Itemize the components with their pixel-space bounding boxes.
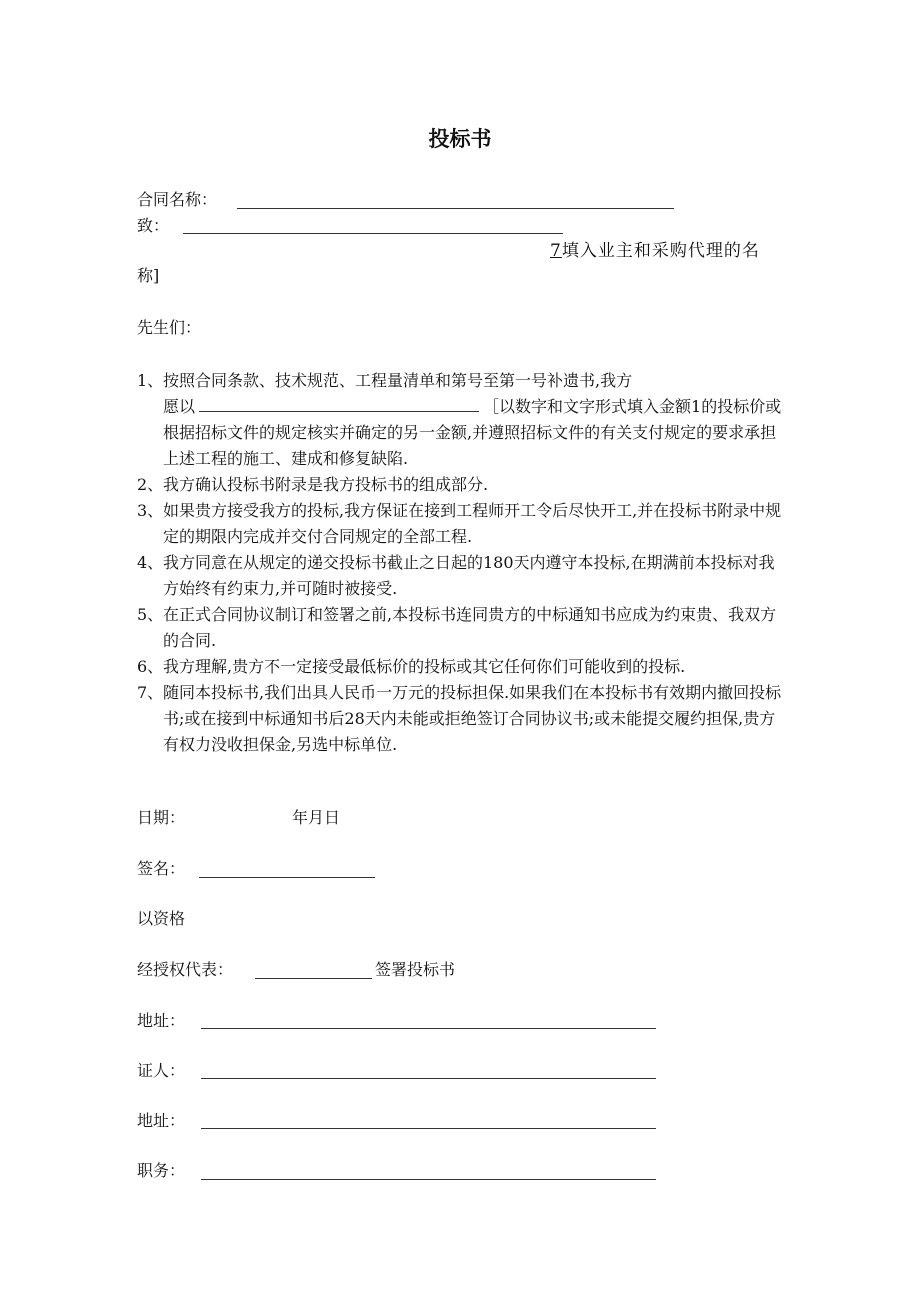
contract-name-label: 合同名称： — [137, 190, 218, 209]
signature-line — [199, 877, 375, 878]
position-label: 职务： — [137, 1161, 186, 1180]
clause-text: 随同本投标书,我们出具人民币一万元的投标担保.如果我们在本投标书有效期内撤回投标书;或在接到中标通知书后28天内未能或拒绝签订合同协议书;或未能提交履约担保,贵方有权力没收担保金,另选中标单位. — [163, 683, 782, 754]
clause-number: 6、 — [137, 657, 164, 676]
address-label: 地址： — [137, 1011, 186, 1030]
clause-7 — [137, 680, 787, 758]
clause-5 — [137, 602, 787, 654]
clause-text: 在正式合同协议制订和签署之前,本投标书连同贵方的中标通知书应成为约束贵、我双方的合同. — [163, 605, 777, 650]
address-line — [201, 1028, 656, 1029]
addressee-note-continuation: 称] — [137, 266, 160, 285]
authorized-line — [255, 978, 372, 979]
authorized-suffix: 签署投标书 — [375, 960, 456, 979]
clause-text — [163, 368, 787, 472]
salutation: 先生们： — [137, 318, 202, 337]
clause-text: 如果贵方接受我方的投标,我方保证在接到工程师开工令后尽快开工,并在投标书附录中规定的期限内完成并交付合同规定的全部工程. — [163, 501, 782, 546]
date-label: 日期： — [137, 808, 186, 827]
clause-number: 1、 — [137, 371, 164, 390]
clause-text: 我方同意在从规定的递交投标书截止之日起的180天内遵守本投标,在期满前本投标对我方始终有约束力,并可随时被接受. — [163, 553, 775, 598]
to-label: 致： — [137, 216, 170, 235]
clause-text: 我方确认投标书附录是我方投标书的组成部分. — [163, 475, 489, 494]
clause-1-text-a: 按照合同条款、技术规范、工程量清单和第号至第一号补遗书,我方 — [163, 371, 633, 390]
clause-2 — [137, 472, 787, 498]
address2-line — [201, 1128, 656, 1129]
date-value: 年月日 — [292, 808, 341, 827]
clause-4 — [137, 550, 787, 602]
capacity-label: 以资格 — [137, 909, 186, 928]
clause-3 — [137, 498, 787, 550]
signature-label: 签名： — [137, 859, 186, 878]
page-title: 投标书 — [428, 126, 492, 151]
addressee-note — [550, 243, 760, 260]
clause-1 — [137, 368, 787, 472]
clause-number: 4、 — [137, 553, 164, 572]
address2-label: 地址： — [137, 1111, 186, 1130]
clause-number: 2、 — [137, 475, 164, 494]
witness-line — [201, 1078, 656, 1079]
clause-1-text-c: ［以数字和文字形式填入金额1的投标价或根据招标文件的规定核实并确定的另一金额,并遵照招标文件的有关支付规定的要求承担上述工程的施工、建成和修复缺陷. — [163, 397, 782, 468]
position-line — [201, 1179, 656, 1180]
bid-amount-blank — [199, 395, 479, 412]
note-text: 填入业主和采购代理的名 — [561, 241, 760, 261]
contract-name-line — [237, 208, 674, 209]
clause-number: 7、 — [137, 683, 164, 702]
clause-number: 5、 — [137, 605, 164, 624]
clause-number: 3、 — [137, 501, 164, 520]
clause-text: 我方理解,贵方不一定接受最低标价的投标或其它任何你们可能收到的投标. — [163, 657, 686, 676]
note-prefix: 7 — [550, 241, 562, 261]
clause-6 — [137, 654, 787, 680]
to-line — [183, 233, 563, 234]
authorized-label: 经授权代表： — [137, 960, 234, 979]
clause-1-text-b: 愿以 — [163, 397, 196, 416]
clause-list — [137, 368, 787, 758]
witness-label: 证人： — [137, 1061, 186, 1080]
